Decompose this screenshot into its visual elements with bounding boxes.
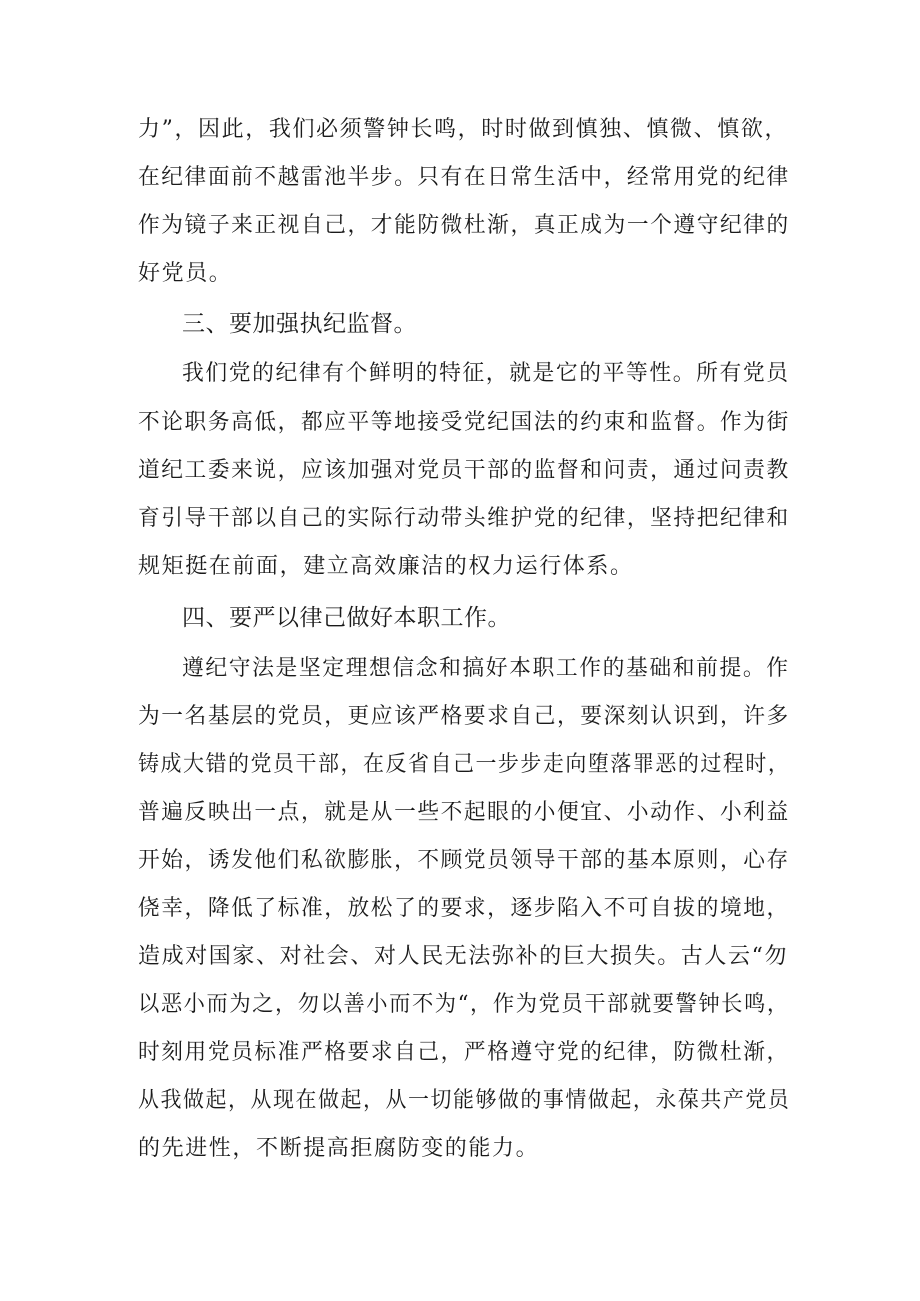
paragraph-3-line-9: 时刻用党员标准严格要求自己，严格遵守党的纪律，防微杜渐，: [138, 1040, 790, 1065]
paragraph-1-line-2: 在纪律面前不越雷池半步。只有在日常生活中，经常用党的纪律: [138, 165, 790, 190]
paragraph-1-line-1: 力”，因此，我们必须警钟长鸣，时时做到慎独、慎微、慎欲，: [138, 117, 789, 142]
paragraph-2-line-5: 规矩挺在前面，建立高效廉洁的权力运行体系。: [138, 554, 634, 579]
paragraph-3-line-5: 开始，诱发他们私欲膨胀，不顾党员领导干部的基本原则，心存: [138, 848, 790, 873]
paragraph-2-line-2: 不论职务高低，都应平等地接受党纪国法的约束和监督。作为街: [138, 410, 790, 435]
paragraph-3-line-8: 以恶小而为之，勿以善小而不为“，作为党员干部就要警钟长鸣，: [138, 992, 790, 1017]
paragraph-3-line-1: 遵纪守法是坚定理想信念和搞好本职工作的基础和前提。作: [182, 656, 790, 681]
paragraph-3-line-6: 侥幸，降低了标准，放松了的要求，逐步陷入不可自拔的境地，: [138, 896, 790, 921]
paragraph-2-line-1: 我们党的纪律有个鲜明的特征，就是它的平等性。所有党员: [182, 361, 790, 386]
paragraph-3-line-11: 的先进性，不断提高拒腐防变的能力。: [138, 1136, 540, 1161]
section-heading-4: 四、要严以律己做好本职工作。: [182, 605, 511, 631]
paragraph-3-line-7: 造成对国家、对社会、对人民无法弥补的巨大损失。古人云“勿: [138, 944, 789, 969]
paragraph-3-line-3: 铸成大错的党员干部，在反省自己一步步走向堕落罪恶的过程时，: [138, 752, 791, 777]
section-heading-3: 三、要加强执纪监督。: [182, 311, 417, 337]
paragraph-3-line-2: 为一名基层的党员，更应该严格要求自己，要深刻认识到，许多: [138, 704, 790, 729]
paragraph-1-line-4: 好党员。: [138, 261, 233, 286]
paragraph-3-line-4: 普遍反映出一点，就是从一些不起眼的小便宜、小动作、小利益: [138, 800, 790, 825]
paragraph-1-line-3: 作为镜子来正视自己，才能防微杜渐，真正成为一个遵守纪律的: [138, 213, 790, 238]
paragraph-2-line-4: 育引导干部以自己的实际行动带头维护党的纪律，坚持把纪律和: [138, 506, 790, 531]
paragraph-2-line-3: 道纪工委来说，应该加强对党员干部的监督和问责，通过问责教: [138, 458, 790, 483]
paragraph-3-line-10: 从我做起，从现在做起，从一切能够做的事情做起，永葆共产党员: [138, 1088, 791, 1113]
